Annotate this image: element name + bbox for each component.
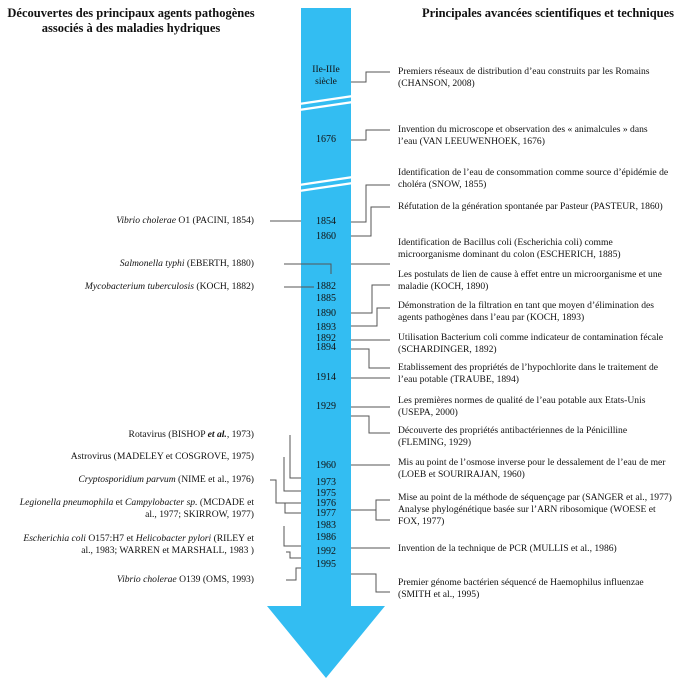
event-italic: Helicobacter pylori	[135, 533, 212, 544]
event-line: (LOEB et SOURIRAJAN, 1960)	[398, 469, 525, 480]
event-line: Découverte des propriétés antibactériennes de la Pénicilline	[398, 425, 628, 436]
year-1914: 1914	[316, 372, 336, 383]
event-italic: Vibrio cholerae	[116, 215, 176, 226]
event-text: , 1973)	[226, 429, 254, 440]
event-italic: Salmonella typhi	[119, 258, 185, 269]
year-1973: 1973	[316, 477, 336, 488]
left-event-vibrio-o1	[116, 215, 254, 227]
event-line: Premiers réseaux de distribution d’eau construits par les Romains	[398, 66, 650, 77]
left-event-salmonella	[120, 258, 254, 270]
left-event-rotavirus	[129, 429, 254, 441]
event-line: Identification de Bacillus coli (Escherichia coli) comme	[398, 237, 613, 248]
event-line: FOX, 1977)	[398, 516, 445, 527]
year-1992: 1992	[316, 546, 336, 557]
left-header-line2: associés à des maladies hydriques	[41, 21, 221, 35]
year-1929: 1929	[316, 401, 336, 412]
right-event-bacterium-coli	[398, 332, 663, 356]
event-text: (MCDADE et	[197, 497, 254, 508]
year-1892: 1892	[316, 333, 336, 344]
year-1960: 1960	[316, 460, 336, 471]
event-text: O1 (PACINI, 1854)	[176, 215, 254, 226]
year-1977: 1977	[316, 508, 336, 519]
event-line: Les postulats de lien de cause à effet entre un microorganisme et une	[398, 269, 662, 280]
event-text: (EBERTH, 1880)	[184, 258, 254, 269]
period-line2: siècle	[315, 77, 337, 87]
event-line: Etablissement des propriétés de l’hypochlorite dans le traitement de	[398, 362, 659, 373]
year-1854: 1854	[316, 216, 336, 227]
right-connectors	[351, 72, 390, 592]
year-1983: 1983	[316, 520, 336, 531]
event-text: et	[113, 497, 126, 508]
event-text: (RILEY et	[211, 533, 254, 544]
year-1976: 1976	[316, 498, 336, 509]
left-event-cryptosporidium	[78, 474, 254, 486]
right-event-penicillin	[398, 425, 627, 449]
right-event-snow	[398, 167, 668, 191]
event-line: (CHANSON, 2008)	[398, 78, 475, 89]
year-1676: 1676	[316, 134, 336, 145]
right-event-pcr	[398, 543, 617, 555]
right-event-pasteur	[398, 201, 663, 213]
right-event-koch-postulates	[398, 269, 662, 293]
event-line: Invention de la technique de PCR (MULLIS et al., 1986)	[398, 543, 617, 554]
year-1995: 1995	[316, 559, 336, 570]
event-italic: Cryptosporidium parvum	[78, 474, 176, 485]
left-event-mycobacterium	[85, 281, 254, 293]
left-header-line1: Découvertes des principaux agents pathogènes	[7, 6, 255, 20]
event-text: Rotavirus (BISHOP	[128, 429, 208, 440]
event-line: Mise au point de la méthode de séquençage par (SANGER et al., 1977)	[398, 492, 672, 503]
event-text: (KOCH, 1882)	[194, 281, 254, 292]
event-line: microorganisme dominant du colon (ESCHERICH, 1885)	[398, 249, 621, 260]
right-event-genome	[398, 577, 644, 601]
right-event-sequencing	[398, 492, 672, 528]
event-text: (NIME et al., 1976)	[175, 474, 254, 485]
event-italic: Escherichia coli	[23, 533, 86, 544]
year-1890: 1890	[316, 308, 336, 319]
year-1885: 1885	[316, 293, 336, 304]
right-event-romans	[398, 66, 650, 90]
event-line: (SMITH et al., 1995)	[398, 589, 480, 600]
event-line: agents pathogènes dans l’eau par (KOCH, 1893)	[398, 312, 585, 323]
left-event-vibrio-o139	[117, 574, 254, 586]
event-line: l’eau potable (TRAUBE, 1894)	[398, 374, 519, 385]
event-italic: Vibrio cholerae	[116, 574, 177, 585]
event-italic: et al.	[207, 429, 227, 440]
year-1975: 1975	[316, 488, 336, 499]
event-text: O157:H7 et	[85, 533, 136, 544]
event-line: Invention du microscope et observation des « animalcules » dans	[398, 124, 648, 135]
year-1882: 1882	[316, 281, 336, 292]
left-event-ecoli-helicobacter	[23, 533, 254, 545]
event-line: maladie (KOCH, 1890)	[398, 281, 489, 292]
left-event-ecoli-cont: al., 1983; WARREN et MARSHALL, 1983 )	[81, 545, 254, 556]
right-event-hypochlorite	[398, 362, 658, 386]
timeline-period-label	[302, 64, 350, 88]
year-1986: 1986	[316, 532, 336, 543]
event-line: Utilisation Bacterium coli comme indicateur de contamination fécale	[398, 332, 664, 343]
right-event-escherich	[398, 237, 621, 261]
event-line: (FLEMING, 1929)	[398, 437, 472, 448]
left-event-astrovirus: Astrovirus (MADELEY et COSGROVE, 1975)	[70, 451, 254, 462]
event-text: O139 (OMS, 1993)	[176, 574, 254, 585]
event-line: (SCHARDINGER, 1892)	[398, 344, 497, 355]
event-line: Démonstration de la filtration en tant que moyen d’élimination des	[398, 300, 655, 311]
event-line: l’eau (VAN LEEUWENHOEK, 1676)	[398, 136, 545, 147]
event-line: Réfutation de la génération spontanée par Pasteur (PASTEUR, 1860)	[398, 201, 663, 212]
right-event-microscope	[398, 124, 648, 148]
event-italic: Campylobacter sp.	[125, 497, 198, 508]
right-event-usepa	[398, 395, 645, 419]
event-line: Premier génome bactérien séquencé de Haemophilus influenzae	[398, 577, 644, 588]
right-event-filtration	[398, 300, 654, 324]
period-line1: IIe-IIIe	[312, 65, 340, 75]
event-line: Mis au point de l’osmose inverse pour le dessalement de l’eau de mer	[398, 457, 666, 468]
year-1894: 1894	[316, 342, 336, 353]
event-italic: Mycobacterium tuberculosis	[84, 281, 195, 292]
year-1860: 1860	[316, 231, 336, 242]
event-line: Les premières normes de qualité de l’eau potable aux Etats-Unis	[398, 395, 646, 406]
event-line: (USEPA, 2000)	[398, 407, 458, 418]
event-line: Identification de l’eau de consommation comme source d’épidémie de	[398, 167, 669, 178]
left-event-legionella-cont: al., 1977; SKIRROW, 1977)	[145, 509, 254, 520]
event-italic: Legionella pneumophila	[19, 497, 114, 508]
right-event-reverse-osmosis	[398, 457, 665, 481]
year-1893: 1893	[316, 322, 336, 333]
event-line: choléra (SNOW, 1855)	[398, 179, 487, 190]
right-column-header: Principales avancées scientifiques et techniques	[421, 6, 675, 20]
left-event-legionella	[20, 497, 254, 509]
event-line: Analyse phylogénétique basée sur l’ARN ribosomique (WOESE et	[398, 504, 656, 515]
